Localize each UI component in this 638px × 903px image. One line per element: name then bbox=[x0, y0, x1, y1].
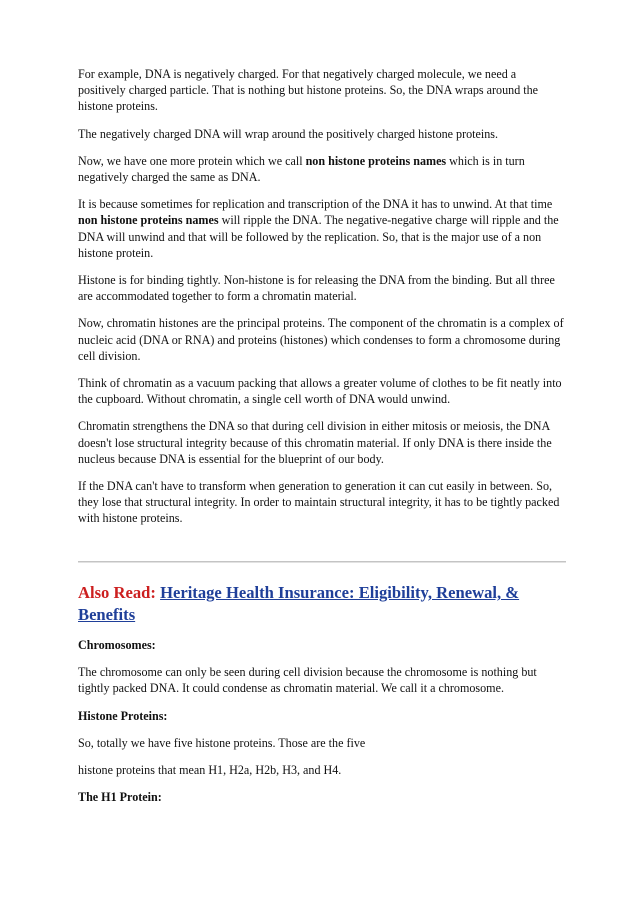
paragraph-vacuum-packing: Think of chromatin as a vacuum packing that allows a greater volume of clothes to be fit neatly into the cupboard. Without chromatin, a single cell worth of DNA would unwind. bbox=[78, 376, 562, 407]
also-read-link[interactable]: Heritage Health Insurance: Eligibility, Renewal, & Benefits bbox=[78, 583, 520, 624]
paragraph-histone-list: histone proteins that mean H1, H2a, H2b, H3, and H4. bbox=[78, 763, 342, 778]
heading-chromosomes: Chromosomes: bbox=[78, 638, 156, 652]
paragraph-structural-integrity: Chromatin strengthens the DNA so that during cell division in either mitosis or meiosis, the DNA doesn't lose structural integrity because of this chromatin material. If only DNA is there inside the nucleus because DNA is essential for the blueprint of our body. bbox=[78, 419, 552, 466]
paragraph-chromatin-histones: Now, chromatin histones are the principal proteins. The component of the chromatin is a complex of nucleic acid (DNA or RNA) and proteins (histones) which condenses to form a chromosome during cell division. bbox=[78, 316, 564, 363]
heading-histone-proteins: Histone Proteins: bbox=[78, 708, 168, 723]
paragraph-chromosomes: The chromosome can only be seen during cell division because the chromosome is nothing but tightly packed DNA. It could condense as chromatin material. We call it a chromosome. bbox=[78, 665, 537, 696]
paragraph-binding: Histone is for binding tightly. Non-histone is for releasing the DNA from the binding. But all three are accommodated together to form a chromatin material. bbox=[78, 273, 555, 304]
paragraph-unwind: It is because sometimes for replication and transcription of the DNA it has to unwind. At that time non histone proteins names will ripple the DNA. The negative-negative charge will ripple and the DNA will unwind and that will be followed by the replication. So, that is the major use of a non histone protein. bbox=[78, 197, 559, 260]
section-divider bbox=[78, 561, 566, 563]
paragraph-non-histone: Now, we have one more protein which we call non histone proteins names which is in turn negatively charged the same as DNA. bbox=[78, 153, 525, 185]
also-read-label: Also Read: bbox=[78, 583, 156, 602]
article-body bbox=[78, 66, 566, 527]
lower-sections bbox=[78, 637, 566, 805]
heading-h1-protein: The H1 Protein: bbox=[78, 790, 162, 805]
paragraph-histone-count: So, totally we have five histone proteins. Those are the five bbox=[78, 735, 366, 750]
paragraph-dna-wrap: The negatively charged DNA will wrap around the positively charged histone proteins. bbox=[78, 126, 499, 141]
paragraph-tightly-packed: If the DNA can't have to transform when generation to generation it can cut easily in between. So, they lose that structural integrity. In order to maintain structural integrity, it has to be tightly packed with histone proteins. bbox=[78, 479, 560, 526]
paragraph-dna-charge: For example, DNA is negatively charged. For that negatively charged molecule, we need a positively charged particle. That is nothing but histone proteins. So, the DNA wraps around the histone proteins. bbox=[78, 67, 539, 114]
also-read-callout bbox=[78, 582, 566, 626]
bold-term: non histone proteins names bbox=[78, 213, 219, 228]
bold-term: non histone proteins names bbox=[305, 153, 447, 168]
